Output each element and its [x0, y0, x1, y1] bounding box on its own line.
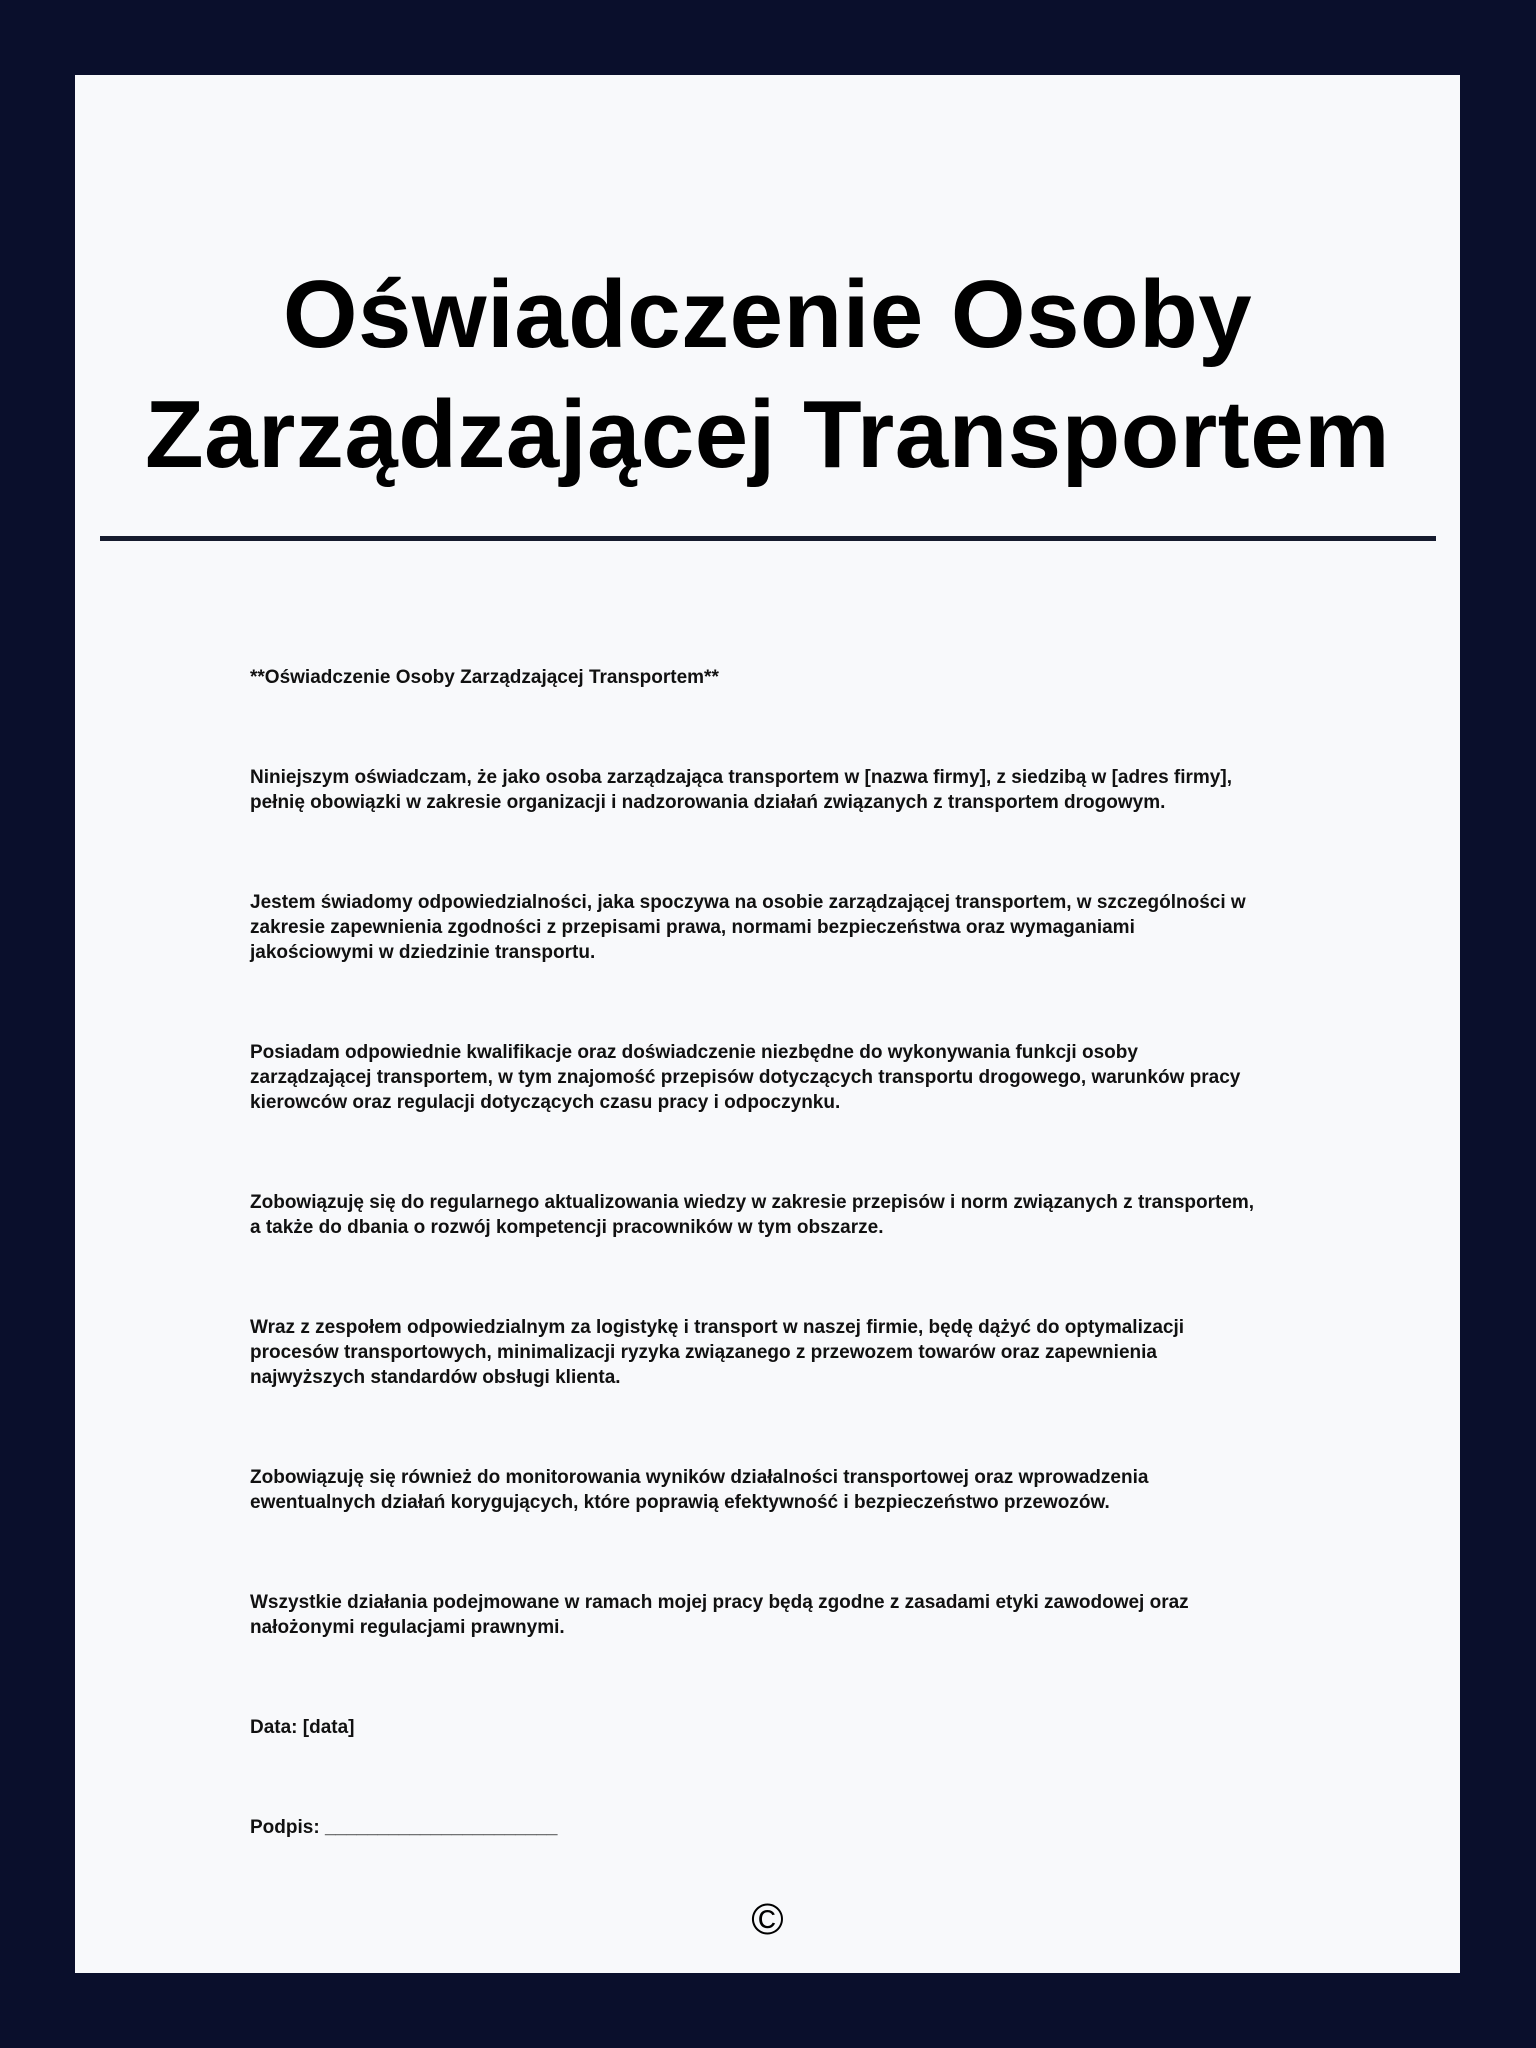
paragraph-4: Zobowiązuję się do regularnego aktualizowania wiedzy w zakresie przepisów i norm związanych z transportem, a także do dbania o rozwój kompetencji pracowników w tym obszarze. [250, 1192, 1255, 1238]
signature-line: Podpis: ______________________ [250, 1817, 558, 1838]
document-page [75, 75, 1460, 1973]
paragraph-3: Posiadam odpowiednie kwalifikacje oraz doświadczenie niezbędne do wykonywania funkcji osoby zarządzającej transportem, w tym znajomość przepisów dotyczących transportu drogowego, warunków pracy kierowców oraz regulacji dotyczących czasu pracy i odpoczynku. [250, 1042, 1241, 1113]
paragraph-6: Zobowiązuję się również do monitorowania wyników działalności transportowej oraz wprowadzenia ewentualnych działań korygujących, które poprawią efektywność i bezpieczeństwo przewozów. [250, 1467, 1149, 1513]
body-subheading: **Oświadczenie Osoby Zarządzającej Transportem** [250, 667, 719, 688]
document-body [250, 665, 1260, 1840]
paragraph-7: Wszystkie działania podejmowane w ramach mojej pracy będą zgodne z zasadami etyki zawodowej oraz nałożonymi regulacjami prawnymi. [250, 1592, 1189, 1638]
paragraph-2: Jestem świadomy odpowiedzialności, jaka spoczywa na osobie zarządzającej transportem, w szczególności w zakresie zapewnienia zgodności z przepisami prawa, normami bezpieczeństwa oraz wymaganiami jakościowymi w dziedzinie transportu. [250, 892, 1246, 963]
paragraph-1: Niniejszym oświadczam, że jako osoba zarządzająca transportem w [nazwa firmy], z siedzibą w [adres firmy], pełnię obowiązki w zakresie organizacji i nadzorowania działań związanych z transportem drogowym. [250, 767, 1232, 813]
date-line: Data: [data] [250, 1717, 355, 1738]
title-divider [100, 536, 1436, 541]
paragraph-5: Wraz z zespołem odpowiedzialnym za logistykę i transport w naszej firmie, będę dążyć do optymalizacji procesów transportowych, minimalizacji ryzyka związanego z przewozem towarów oraz zapewnienia najwyższych standardów obsługi klienta. [250, 1317, 1185, 1388]
copyright-icon: © [751, 1895, 784, 1944]
document-title: Oświadczenie Osoby Zarządzającej Transportem [145, 261, 1390, 488]
